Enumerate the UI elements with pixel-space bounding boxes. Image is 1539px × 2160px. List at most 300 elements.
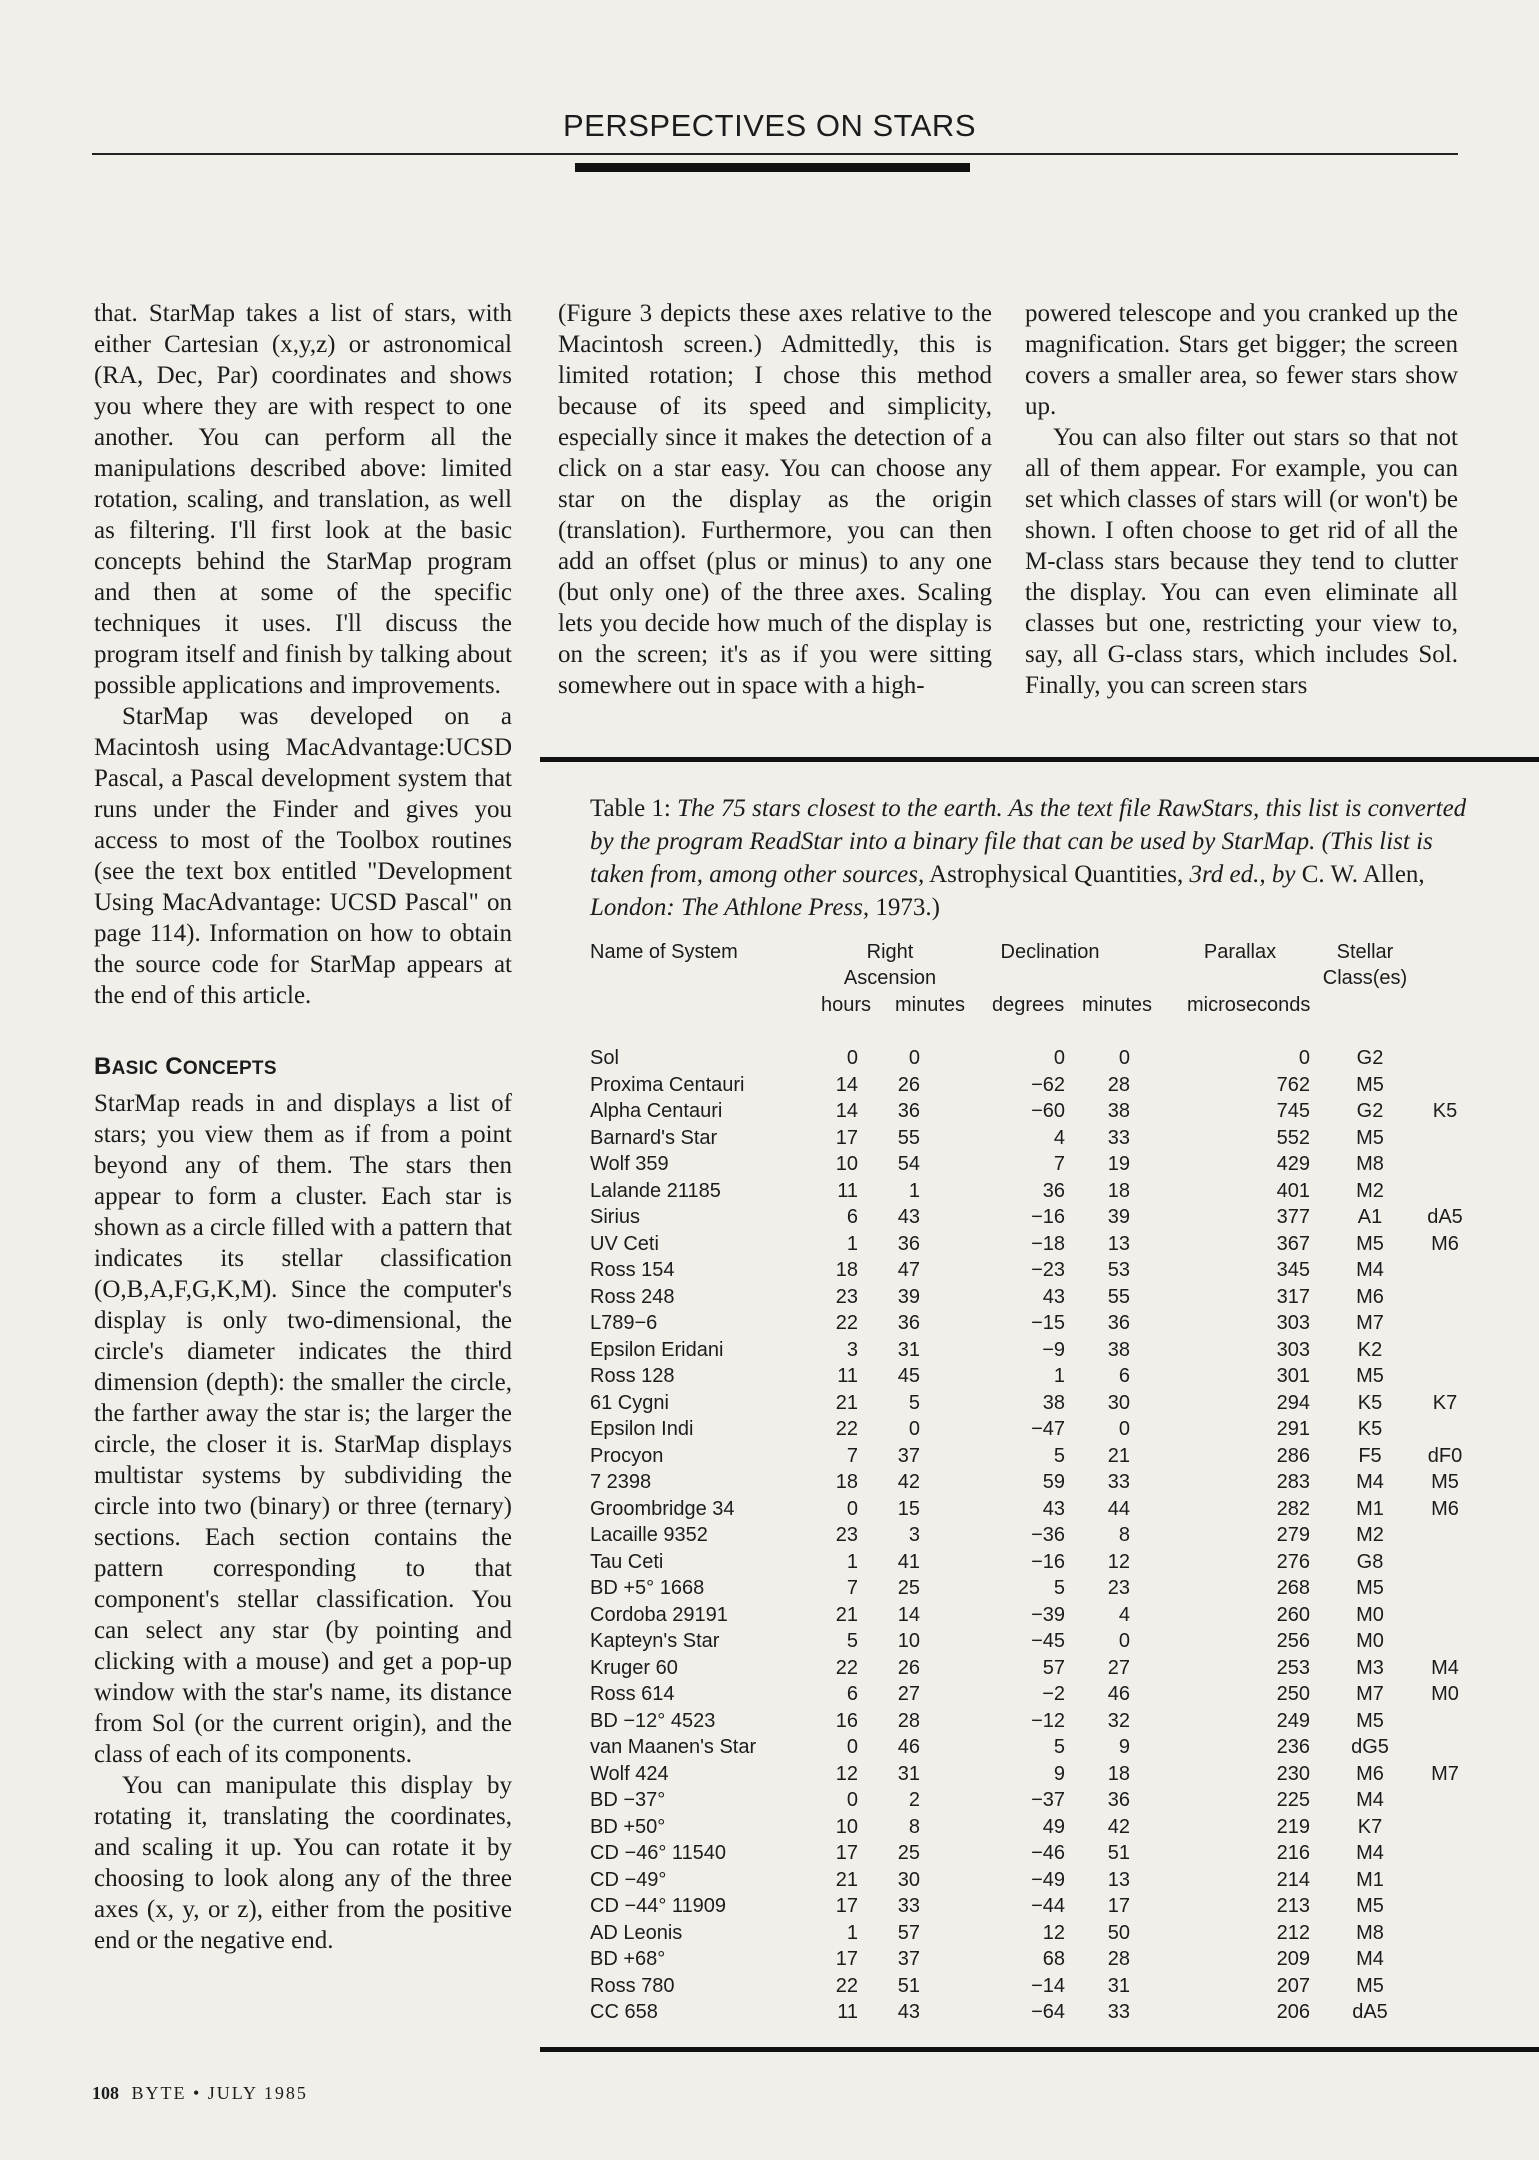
header-bar bbox=[575, 163, 970, 172]
caption-text-3: London: The Athlone Press, bbox=[590, 894, 870, 921]
caption-book: Astrophysical Quantities, bbox=[929, 861, 1184, 888]
table-cell-p: 216 bbox=[1276, 1842, 1310, 1864]
table-cell-p: 552 bbox=[1276, 1126, 1310, 1149]
table-cell-d: 38 bbox=[1042, 1391, 1065, 1414]
table-cell-d: 7 bbox=[1053, 1153, 1065, 1175]
table-cell-c1: M6 bbox=[1356, 1762, 1384, 1785]
table-cell-dm: 18 bbox=[1107, 1179, 1130, 1202]
col-header-cls-2: Class(es) bbox=[1322, 967, 1408, 989]
table-cell-m: 3 bbox=[908, 1524, 920, 1546]
table-cell-p: 256 bbox=[1276, 1630, 1310, 1652]
table-cell-p: 214 bbox=[1276, 1868, 1310, 1891]
table-cell-h: 0 bbox=[846, 1736, 858, 1758]
table-cell-c1: M7 bbox=[1356, 1312, 1384, 1334]
table-cell-m: 37 bbox=[897, 1444, 920, 1467]
table-cell-p: 367 bbox=[1276, 1232, 1310, 1255]
table-cell-d: −39 bbox=[1031, 1603, 1065, 1626]
table-cell-c1: M6 bbox=[1356, 1285, 1384, 1308]
table-cell-m: 10 bbox=[897, 1630, 920, 1652]
caption-author: C. W. Allen, bbox=[1301, 861, 1425, 888]
table-cell-p: 762 bbox=[1276, 1073, 1310, 1096]
table-cell-h: 6 bbox=[846, 1683, 858, 1705]
table-cell-c2: M0 bbox=[1431, 1683, 1459, 1705]
table-cell-p: 206 bbox=[1276, 2001, 1310, 2023]
table-cell-c1: M5 bbox=[1356, 1577, 1384, 1599]
table-cell-c1: M8 bbox=[1356, 1921, 1384, 1944]
table-cell-c1: K5 bbox=[1357, 1391, 1383, 1414]
table-cell-dm: 53 bbox=[1107, 1259, 1130, 1281]
table-cell-c1: M1 bbox=[1356, 1868, 1384, 1891]
running-header: PERSPECTIVES ON STARS bbox=[562, 108, 976, 143]
table-cell-h: 1 bbox=[846, 1550, 858, 1573]
table-cell-c1: M4 bbox=[1356, 1259, 1384, 1281]
table-cell-p: 377 bbox=[1276, 1206, 1310, 1228]
table-cell-h: 21 bbox=[835, 1391, 858, 1414]
table-cell-p: 213 bbox=[1276, 1895, 1310, 1917]
table-cell-dm: 36 bbox=[1107, 1312, 1130, 1334]
table-cell-c1: M5 bbox=[1356, 1232, 1384, 1255]
table-cell-d: 49 bbox=[1042, 1815, 1065, 1838]
table-cell-c2: K5 bbox=[1432, 1100, 1458, 1122]
table-cell-m: 1 bbox=[908, 1179, 920, 1202]
table-cell-h: 10 bbox=[835, 1153, 858, 1175]
col1-para-4: You can manipulate this display by rotating it, translating the coordinates, and scaling it up. You can rotate it by choosing to look along any of the three axes (x, y, or z), either from the positive end or the negative end. bbox=[94, 1772, 512, 1954]
table-cell-h: 17 bbox=[835, 1126, 858, 1149]
table-cell-dm: 9 bbox=[1118, 1736, 1130, 1758]
table-cell-c1: G2 bbox=[1356, 1100, 1384, 1122]
table-cell-d: −46 bbox=[1031, 1842, 1065, 1864]
table-cell-p: 401 bbox=[1276, 1179, 1310, 1202]
table-cell-p: 317 bbox=[1276, 1285, 1310, 1308]
magazine-issue: BYTE • JULY 1985 bbox=[131, 2083, 308, 2103]
table-cell-d: 68 bbox=[1042, 1948, 1065, 1970]
table-cell-dm: 18 bbox=[1107, 1762, 1130, 1785]
table-cell-name: 61 Cygni bbox=[590, 1391, 669, 1414]
col-sub-minutes: minutes bbox=[895, 994, 966, 1016]
table-cell-d: 43 bbox=[1042, 1285, 1065, 1308]
table-cell-m: 8 bbox=[908, 1815, 920, 1838]
table-cell-c1: K7 bbox=[1357, 1815, 1383, 1838]
col1-para-1: that. StarMap takes a list of stars, with either Cartesian (x,y,z) or astronomical (RA, Dec, Par) coordinates and shows you where they are with respect to one another. You can perform all the manipulations described above: limited rotation, scaling, and translation, as well as filtering. I'll first look at the basic concepts behind the StarMap program and then at some of the specific techniques it uses. I'll discuss the program itself and finish by talking about possible applications and improvements. bbox=[94, 300, 512, 699]
table-cell-name: 7 2398 bbox=[590, 1471, 652, 1493]
table-cell-h: 21 bbox=[835, 1603, 858, 1626]
table-cell-p: 209 bbox=[1276, 1948, 1310, 1970]
table-cell-dm: 28 bbox=[1107, 1073, 1130, 1096]
table-cell-c1: M5 bbox=[1356, 1365, 1384, 1387]
table-cell-name: BD −12° 4523 bbox=[590, 1709, 716, 1732]
table-cell-m: 45 bbox=[897, 1365, 920, 1387]
table-cell-p: 294 bbox=[1276, 1391, 1310, 1414]
table-cell-dm: 55 bbox=[1107, 1285, 1130, 1308]
table-cell-m: 46 bbox=[897, 1736, 920, 1758]
table-cell-name: BD +5° 1668 bbox=[590, 1577, 705, 1599]
table-cell-m: 25 bbox=[897, 1842, 920, 1864]
table-cell-name: Epsilon Eridani bbox=[590, 1338, 724, 1361]
column-2 bbox=[558, 298, 992, 738]
table-cell-h: 12 bbox=[835, 1762, 858, 1785]
table-cell-dm: 0 bbox=[1118, 1418, 1130, 1440]
table-cell-p: 276 bbox=[1276, 1550, 1310, 1573]
table-cell-c1: dA5 bbox=[1352, 2001, 1388, 2023]
table-cell-p: 253 bbox=[1276, 1656, 1310, 1679]
table-caption bbox=[590, 792, 1470, 924]
table-cell-p: 291 bbox=[1276, 1418, 1310, 1440]
table-cell-dm: 44 bbox=[1107, 1497, 1130, 1520]
table-cell-h: 17 bbox=[835, 1948, 858, 1970]
table-cell-h: 16 bbox=[835, 1709, 858, 1732]
table-cell-dm: 28 bbox=[1107, 1948, 1130, 1970]
table-cell-m: 43 bbox=[897, 1206, 920, 1228]
table-cell-d: −62 bbox=[1031, 1073, 1065, 1096]
table-cell-name: BD +50° bbox=[590, 1815, 666, 1838]
table-cell-name: L789−6 bbox=[590, 1312, 658, 1334]
table-cell-h: 0 bbox=[846, 1789, 858, 1811]
table-cell-c1: M0 bbox=[1356, 1603, 1384, 1626]
table-cell-c1: M5 bbox=[1356, 1073, 1384, 1096]
table-cell-name: Ross 248 bbox=[590, 1285, 675, 1308]
table-cell-dm: 39 bbox=[1107, 1206, 1130, 1228]
table-cell-name: Ross 780 bbox=[590, 1974, 675, 1997]
table-cell-m: 39 bbox=[897, 1285, 920, 1308]
table-cell-h: 23 bbox=[835, 1285, 858, 1308]
table-cell-dm: 30 bbox=[1107, 1391, 1130, 1414]
table-cell-dm: 21 bbox=[1107, 1444, 1130, 1467]
table-cell-m: 55 bbox=[897, 1126, 920, 1149]
table-cell-d: −9 bbox=[1042, 1338, 1065, 1361]
table-cell-h: 3 bbox=[846, 1338, 858, 1361]
table-cell-dm: 0 bbox=[1118, 1630, 1130, 1652]
table-cell-name: Sirius bbox=[590, 1206, 641, 1228]
table-cell-p: 279 bbox=[1276, 1524, 1310, 1546]
table-cell-dm: 13 bbox=[1107, 1232, 1130, 1255]
table-cell-c2: M6 bbox=[1431, 1497, 1459, 1520]
table-cell-d: −18 bbox=[1031, 1232, 1065, 1255]
table-cell-h: 11 bbox=[837, 1365, 858, 1387]
table-cell-p: 301 bbox=[1276, 1365, 1310, 1387]
table-cell-h: 22 bbox=[835, 1974, 858, 1997]
col-header-ra-2: Ascension bbox=[843, 967, 937, 989]
table-cell-dm: 17 bbox=[1107, 1895, 1130, 1917]
table-cell-p: 219 bbox=[1276, 1815, 1310, 1838]
table-cell-h: 21 bbox=[835, 1868, 858, 1891]
table-cell-d: 57 bbox=[1042, 1656, 1065, 1679]
col-sub-dminutes: minutes bbox=[1082, 994, 1153, 1016]
footer bbox=[92, 2083, 308, 2104]
table-cell-dm: 42 bbox=[1107, 1815, 1130, 1838]
table-cell-name: Procyon bbox=[590, 1444, 664, 1467]
table-cell-h: 0 bbox=[846, 1047, 858, 1069]
table-cell-m: 51 bbox=[897, 1974, 920, 1997]
table-cell-c1: F5 bbox=[1358, 1444, 1382, 1467]
table-cell-c1: dG5 bbox=[1351, 1736, 1389, 1758]
table-cell-d: −16 bbox=[1031, 1550, 1065, 1573]
table-cell-c2: M5 bbox=[1431, 1471, 1459, 1493]
table-cell-h: 17 bbox=[835, 1895, 858, 1917]
table-cell-p: 282 bbox=[1276, 1497, 1310, 1520]
table-cell-d: −2 bbox=[1042, 1683, 1065, 1705]
table-cell-c1: M5 bbox=[1356, 1126, 1384, 1149]
table-cell-d: 0 bbox=[1053, 1047, 1065, 1069]
table-cell-name: Ross 614 bbox=[590, 1683, 675, 1705]
table-cell-name: van Maanen's Star bbox=[590, 1736, 757, 1758]
table-cell-c1: M4 bbox=[1356, 1789, 1384, 1811]
table-cell-d: −16 bbox=[1031, 1206, 1065, 1228]
table-cell-dm: 36 bbox=[1107, 1789, 1130, 1811]
table-cell-m: 26 bbox=[897, 1073, 920, 1096]
table-cell-c1: M4 bbox=[1356, 1948, 1384, 1970]
table-cell-p: 303 bbox=[1276, 1312, 1310, 1334]
table-cell-c1: M4 bbox=[1356, 1842, 1384, 1864]
table-cell-c2: M7 bbox=[1431, 1762, 1459, 1785]
table-cell-p: 283 bbox=[1276, 1471, 1310, 1493]
table-cell-c2: M6 bbox=[1431, 1232, 1459, 1255]
table-cell-m: 14 bbox=[897, 1603, 920, 1626]
table-cell-p: 212 bbox=[1276, 1921, 1310, 1944]
heading-part-oncepts: ONCEPTS bbox=[182, 1058, 277, 1079]
col-sub-degrees: degrees bbox=[992, 994, 1065, 1016]
table-cell-m: 41 bbox=[897, 1550, 920, 1573]
col-sub-micro: microseconds bbox=[1187, 994, 1311, 1016]
table-cell-name: Wolf 424 bbox=[590, 1762, 669, 1785]
table-cell-dm: 12 bbox=[1107, 1550, 1130, 1573]
table-cell-dm: 13 bbox=[1107, 1868, 1130, 1891]
table-cell-dm: 50 bbox=[1107, 1921, 1130, 1944]
table-cell-m: 47 bbox=[897, 1259, 920, 1281]
table-cell-d: 12 bbox=[1042, 1921, 1065, 1944]
table-cell-dm: 51 bbox=[1107, 1842, 1130, 1864]
table-cell-name: AD Leonis bbox=[590, 1921, 683, 1944]
table-cell-name: Sol bbox=[590, 1047, 619, 1069]
table-cell-m: 36 bbox=[897, 1312, 920, 1334]
table-cell-dm: 0 bbox=[1118, 1047, 1130, 1069]
table-cell-name: Barnard's Star bbox=[590, 1126, 718, 1149]
table-cell-dm: 27 bbox=[1107, 1656, 1130, 1679]
heading-part-b: B bbox=[94, 1053, 112, 1080]
table-cell-p: 260 bbox=[1276, 1603, 1310, 1626]
table-cell-d: −47 bbox=[1031, 1418, 1065, 1440]
col-header-name: Name of System bbox=[590, 941, 738, 963]
table-cell-m: 0 bbox=[908, 1418, 920, 1440]
table-cell-c1: M1 bbox=[1356, 1497, 1384, 1520]
table-cell-c1: A1 bbox=[1357, 1206, 1383, 1228]
table-cell-c1: M0 bbox=[1356, 1630, 1384, 1652]
col1-para-2: StarMap was developed on a Macintosh using MacAdvantage:UCSD Pascal, a Pascal development system that runs under the Finder and gives you access to most of the Toolbox routines (see the text box entitled "Development Using MacAdvantage: UCSD Pascal" on page 114). Information on how to obtain the source code for StarMap appears at the end of this article. bbox=[94, 703, 512, 1009]
column-3 bbox=[1025, 298, 1458, 738]
table-cell-h: 6 bbox=[846, 1206, 858, 1228]
table-cell-d: −36 bbox=[1031, 1524, 1065, 1546]
table-cell-d: −49 bbox=[1031, 1868, 1065, 1891]
table-cell-c2: dF0 bbox=[1427, 1444, 1463, 1467]
table-cell-d: 9 bbox=[1053, 1762, 1065, 1785]
table-cell-d: 59 bbox=[1042, 1471, 1065, 1493]
table-cell-h: 14 bbox=[835, 1073, 858, 1096]
table-cell-h: 14 bbox=[835, 1100, 858, 1122]
table-cell-h: 5 bbox=[846, 1630, 858, 1652]
table-cell-h: 18 bbox=[835, 1471, 858, 1493]
table-cell-m: 25 bbox=[897, 1577, 920, 1599]
col-header-dec: Declination bbox=[1000, 941, 1100, 963]
table-cell-dm: 23 bbox=[1107, 1577, 1130, 1599]
table-cell-dm: 38 bbox=[1107, 1100, 1130, 1122]
table-cell-name: Proxima Centauri bbox=[590, 1073, 745, 1096]
table-cell-h: 18 bbox=[835, 1259, 858, 1281]
table-cell-m: 2 bbox=[908, 1789, 920, 1811]
table-cell-d: −60 bbox=[1031, 1100, 1065, 1122]
table-cell-h: 1 bbox=[846, 1921, 858, 1944]
table-cell-h: 7 bbox=[846, 1444, 858, 1467]
table-cell-m: 5 bbox=[908, 1391, 920, 1414]
col1-para-3: StarMap reads in and displays a list of stars; you view them as if from a point beyond any of them. The stars then appear to form a cluster. Each star is shown as a circle filled with a pattern that indicates its stellar classification (O,B,A,F,G,K,M). Since the computer's display is only two-dimensional, the circle's diameter indicates the third dimension (depth): the smaller the circle, the farther away the star is; the larger the circle, the closer it is. StarMap displays multistar systems by subdividing the circle into two (binary) or three (ternary) sections. Each section contains the pattern corresponding to that component's stellar classification. You can select any star (by pointing and clicking with a mouse) and get a pop-up window with the star's name, its distance from Sol (or the current origin), and the class of each of its components. bbox=[94, 1090, 512, 1768]
table-cell-p: 268 bbox=[1276, 1577, 1310, 1599]
table-cell-d: 4 bbox=[1053, 1126, 1065, 1149]
table-cell-name: Ross 128 bbox=[590, 1365, 675, 1387]
table-cell-m: 42 bbox=[897, 1471, 920, 1493]
table-cell-c1: K5 bbox=[1357, 1418, 1383, 1440]
table-cell-h: 7 bbox=[846, 1577, 858, 1599]
table-cell-d: −23 bbox=[1031, 1259, 1065, 1281]
table-cell-name: CD −44° 11909 bbox=[590, 1895, 727, 1917]
table-cell-name: BD +68° bbox=[590, 1948, 666, 1970]
table-cell-name: Tau Ceti bbox=[590, 1550, 664, 1573]
table-cell-p: 745 bbox=[1276, 1100, 1310, 1122]
table-cell-p: 230 bbox=[1276, 1762, 1310, 1785]
table-cell-p: 345 bbox=[1276, 1259, 1310, 1281]
table-cell-dm: 31 bbox=[1107, 1974, 1130, 1997]
table-cell-m: 15 bbox=[897, 1497, 920, 1520]
table-cell-dm: 33 bbox=[1107, 1471, 1130, 1493]
table-cell-m: 28 bbox=[897, 1709, 920, 1732]
table-cell-c1: G8 bbox=[1356, 1550, 1384, 1573]
table-cell-p: 249 bbox=[1276, 1709, 1310, 1732]
col-header-ra: Right bbox=[866, 941, 914, 963]
table-cell-m: 43 bbox=[897, 2001, 920, 2023]
table-cell-d: −64 bbox=[1031, 2001, 1065, 2023]
table-cell-dm: 46 bbox=[1107, 1683, 1130, 1705]
star-table-box bbox=[540, 757, 1539, 2052]
table-cell-m: 27 bbox=[897, 1683, 920, 1705]
table-cell-d: −44 bbox=[1031, 1895, 1065, 1917]
table-cell-h: 17 bbox=[835, 1842, 858, 1864]
table-cell-c1: M4 bbox=[1356, 1471, 1384, 1493]
table-cell-p: 207 bbox=[1276, 1974, 1310, 1997]
table-cell-p: 429 bbox=[1276, 1153, 1310, 1175]
col-header-par: Parallax bbox=[1203, 941, 1277, 963]
table-cell-name: Kapteyn's Star bbox=[590, 1630, 720, 1652]
table-cell-d: −15 bbox=[1031, 1312, 1065, 1334]
table-cell-name: Lacaille 9352 bbox=[590, 1524, 708, 1546]
table-cell-m: 36 bbox=[897, 1232, 920, 1255]
table-cell-h: 1 bbox=[846, 1232, 858, 1255]
table-cell-d: −12 bbox=[1031, 1709, 1065, 1732]
caption-year: 1973.) bbox=[875, 894, 940, 921]
caption-text-1: The 75 stars closest to the earth. As the text file RawStars, this list is converted by the program ReadStar into a binary file that can be used by StarMap. (This list is taken from, among other sources, bbox=[590, 795, 1467, 888]
col-sub-hours: hours bbox=[821, 994, 872, 1016]
table-cell-name: CD −49° bbox=[590, 1868, 667, 1891]
table-cell-h: 11 bbox=[837, 2001, 858, 2023]
table-cell-dm: 19 bbox=[1107, 1153, 1130, 1175]
table-cell-m: 0 bbox=[908, 1047, 920, 1069]
table-cell-c1: M2 bbox=[1356, 1524, 1384, 1546]
table-cell-name: Kruger 60 bbox=[590, 1656, 678, 1679]
table-cell-name: BD −37° bbox=[590, 1789, 666, 1811]
table-cell-m: 26 bbox=[897, 1656, 920, 1679]
table-cell-c2: K7 bbox=[1432, 1391, 1458, 1414]
table-cell-h: 0 bbox=[846, 1497, 858, 1520]
table-cell-d: −37 bbox=[1031, 1789, 1065, 1811]
table-cell-p: 236 bbox=[1276, 1736, 1310, 1758]
heading-part-c: C bbox=[165, 1053, 183, 1080]
table-cell-p: 303 bbox=[1276, 1338, 1310, 1361]
table-cell-d: 1 bbox=[1053, 1365, 1065, 1387]
table-cell-dm: 33 bbox=[1107, 1126, 1130, 1149]
table-cell-d: −14 bbox=[1031, 1974, 1065, 1997]
table-cell-h: 11 bbox=[837, 1179, 858, 1202]
table-cell-h: 22 bbox=[835, 1418, 858, 1440]
table-cell-c1: G2 bbox=[1356, 1047, 1384, 1069]
table-cell-name: Ross 154 bbox=[590, 1259, 675, 1281]
table-cell-d: 36 bbox=[1042, 1179, 1065, 1202]
caption-label: Table 1: bbox=[590, 795, 671, 822]
table-cell-name: Groombridge 34 bbox=[590, 1497, 735, 1520]
table-cell-dm: 32 bbox=[1107, 1709, 1130, 1732]
table-cell-m: 36 bbox=[897, 1100, 920, 1122]
table-cell-name: CD −46° 11540 bbox=[590, 1842, 727, 1864]
col2-para-1: (Figure 3 depicts these axes relative to the Macintosh screen.) Admittedly, this is limited rotation; I chose this method because of its speed and simplicity, especially since it makes the detection of a click on a star easy. You can choose any star on the display as the origin (translation). Furthermore, you can then add an offset (plus or minus) to any one (but only one) of the three axes. Scaling lets you decide how much of the display is on the screen; it's as if you were sitting somewhere out in space with a high- bbox=[558, 300, 992, 699]
table-cell-d: 43 bbox=[1042, 1497, 1065, 1520]
table-cell-d: 5 bbox=[1053, 1444, 1065, 1467]
col3-para-1: powered telescope and you cranked up the magnification. Stars get bigger; the screen covers a smaller area, so fewer stars show up. bbox=[1025, 300, 1458, 420]
table-cell-p: 250 bbox=[1276, 1683, 1310, 1705]
table-cell-m: 31 bbox=[897, 1338, 920, 1361]
table-cell-dm: 38 bbox=[1107, 1338, 1130, 1361]
table-cell-p: 225 bbox=[1276, 1789, 1310, 1811]
table-cell-name: UV Ceti bbox=[590, 1232, 659, 1255]
table-cell-name: Epsilon Indi bbox=[590, 1418, 694, 1440]
table-cell-c2: M4 bbox=[1431, 1656, 1459, 1679]
table-cell-d: −45 bbox=[1031, 1630, 1065, 1652]
table-cell-c1: M7 bbox=[1356, 1683, 1384, 1705]
table-cell-name: Cordoba 29191 bbox=[590, 1603, 728, 1626]
table-cell-m: 54 bbox=[897, 1153, 920, 1175]
table-cell-c1: M8 bbox=[1356, 1153, 1384, 1175]
table-cell-c1: M3 bbox=[1356, 1656, 1384, 1679]
table-cell-m: 37 bbox=[897, 1948, 920, 1970]
column-1 bbox=[94, 298, 512, 2048]
caption-text-2: 3rd ed., by bbox=[1189, 861, 1296, 888]
table-cell-h: 10 bbox=[835, 1815, 858, 1838]
table-cell-h: 23 bbox=[835, 1524, 858, 1546]
table-cell-p: 0 bbox=[1298, 1047, 1310, 1069]
table-cell-h: 22 bbox=[835, 1656, 858, 1679]
header-rule bbox=[92, 153, 1458, 155]
table-cell-dm: 8 bbox=[1118, 1524, 1130, 1546]
table-cell-m: 57 bbox=[897, 1921, 920, 1944]
table-cell-p: 286 bbox=[1276, 1444, 1310, 1467]
table-cell-c1: K2 bbox=[1357, 1338, 1383, 1361]
section-heading bbox=[94, 1051, 512, 1084]
table-cell-c1: M5 bbox=[1356, 1709, 1384, 1732]
table-cell-dm: 6 bbox=[1118, 1365, 1130, 1387]
col3-para-2: You can also filter out stars so that not all of them appear. For example, you can set which classes of stars will (or won't) be shown. I often choose to get rid of all the M-class stars because they tend to clutter the display. You can even eliminate all classes but one, restricting your view to, say, all G-class stars, which includes Sol. Finally, you can screen stars bbox=[1025, 424, 1458, 699]
table-cell-m: 30 bbox=[897, 1868, 920, 1891]
table-cell-name: Lalande 21185 bbox=[590, 1179, 721, 1202]
table-cell-c1: M2 bbox=[1356, 1179, 1384, 1202]
heading-part-asic: ASIC bbox=[111, 1058, 159, 1079]
table-cell-name: Wolf 359 bbox=[590, 1153, 669, 1175]
table-cell-d: 5 bbox=[1053, 1736, 1065, 1758]
table-cell-dm: 4 bbox=[1118, 1603, 1130, 1626]
table-cell-m: 31 bbox=[897, 1762, 920, 1785]
